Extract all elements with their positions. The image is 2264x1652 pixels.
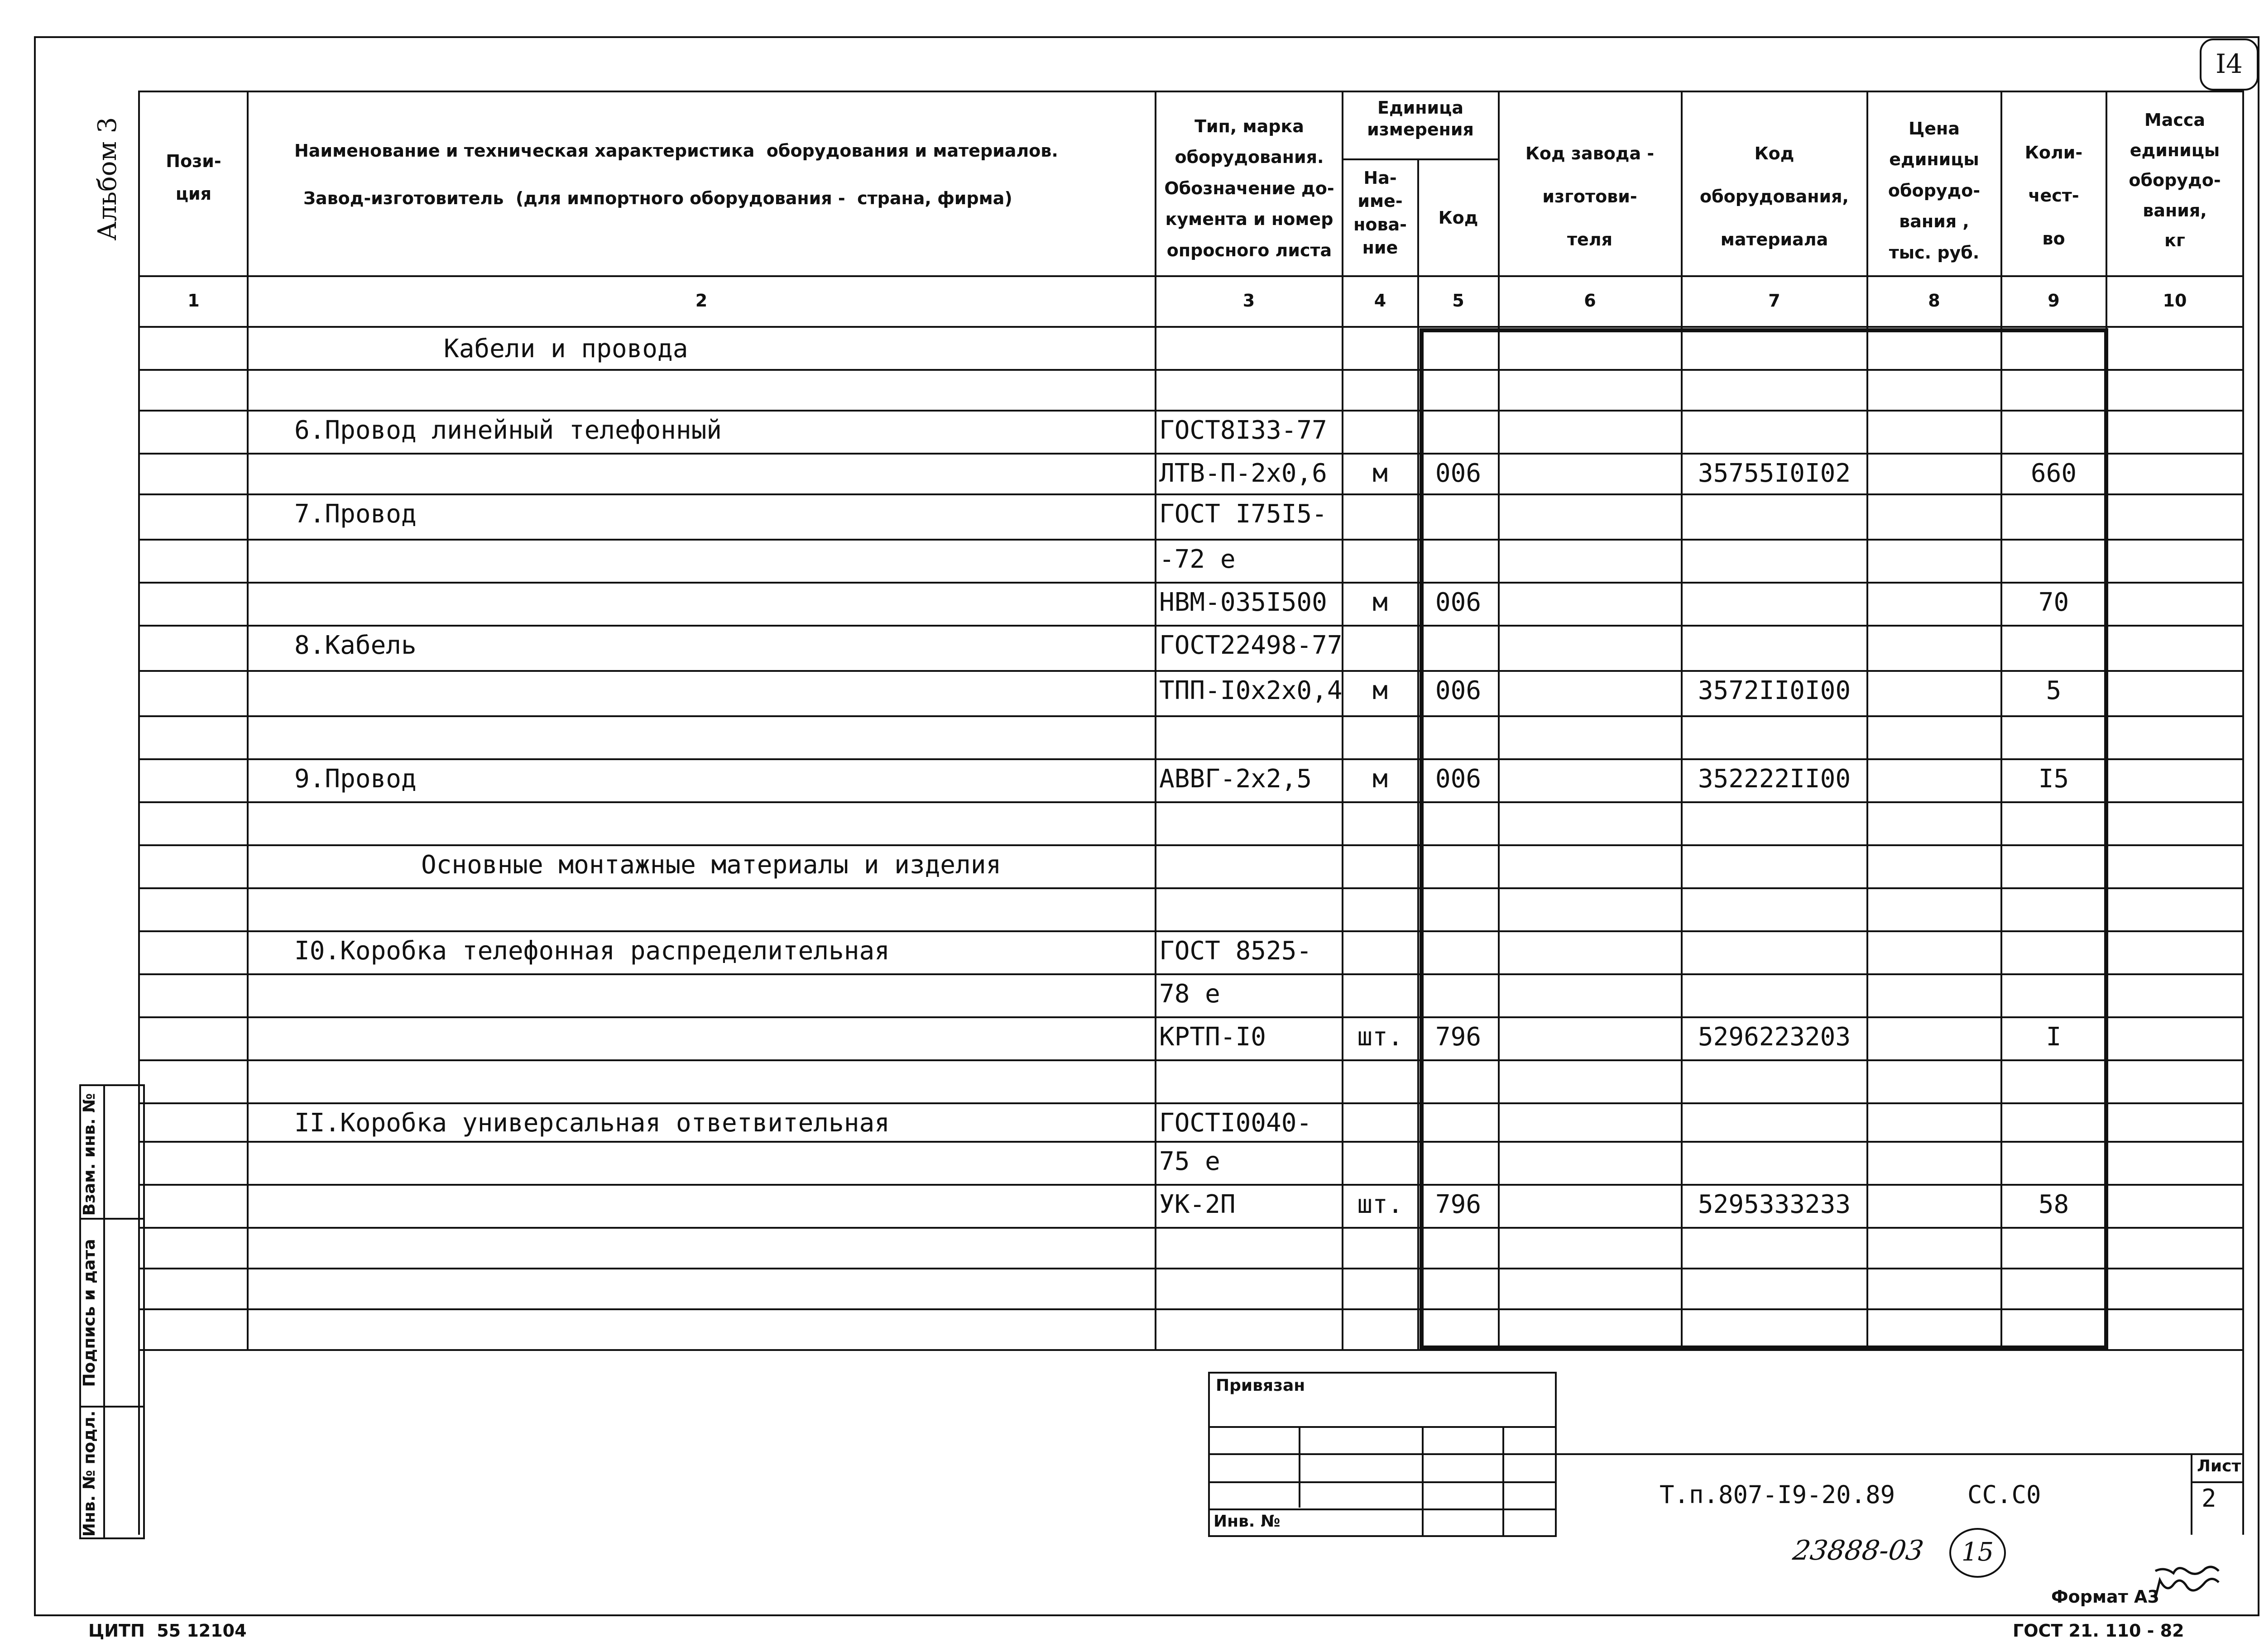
row-unit: м bbox=[1372, 676, 1388, 705]
row-material-code: 352222II00 bbox=[1698, 764, 1851, 794]
row-line bbox=[138, 670, 2244, 672]
privyazan-line-2 bbox=[1208, 1453, 1557, 1455]
row-line bbox=[138, 625, 2244, 627]
colnum-6: 6 bbox=[1584, 291, 1596, 311]
row-line bbox=[138, 801, 2244, 803]
header-position: Пози- ция bbox=[166, 151, 221, 204]
circled-number bbox=[1949, 1528, 2006, 1578]
colnum-7: 7 bbox=[1768, 291, 1780, 311]
row-type: КРТП-I0 bbox=[1159, 1022, 1266, 1052]
thick-frame-top bbox=[1420, 328, 2108, 332]
col-sep-6 bbox=[1681, 91, 1683, 1349]
row-line bbox=[138, 493, 2244, 495]
row-name: 9.Провод bbox=[294, 764, 417, 794]
row-name: Основные монтажные материалы и изделия bbox=[421, 850, 1002, 880]
privyazan-line-4 bbox=[1208, 1508, 1557, 1510]
row-quantity: 660 bbox=[2030, 459, 2077, 488]
row-name: II.Коробка универсальная ответвительная bbox=[294, 1108, 890, 1138]
row-line bbox=[138, 1141, 2244, 1143]
row-type: ГОСТ8I33-77 bbox=[1159, 416, 1327, 445]
col-sep-5 bbox=[1498, 91, 1500, 1349]
row-unit-code: 006 bbox=[1435, 588, 1482, 617]
privyazan-vline-1 bbox=[1299, 1426, 1300, 1508]
row-type: ТПП-I0х2х0,4 bbox=[1159, 676, 1343, 705]
title-block-list-line bbox=[2191, 1481, 2243, 1483]
side-stamp-podpis: Подпись и дата bbox=[80, 1239, 99, 1387]
row-line bbox=[138, 1016, 2244, 1018]
colnum-5: 5 bbox=[1452, 291, 1464, 311]
header-material-code: Код оборудования, материала bbox=[1700, 144, 1849, 249]
row-type: ГОСТ22498-77 bbox=[1159, 631, 1343, 660]
thick-frame-bottom bbox=[1420, 1346, 2108, 1350]
header-name-line1: Наименование и техническая характеристика оборудования и материалов. bbox=[294, 141, 1058, 161]
row-line bbox=[138, 930, 2244, 932]
row-type: УК-2П bbox=[1159, 1190, 1236, 1219]
row-line bbox=[138, 1102, 2244, 1104]
row-type: НВМ-035I500 bbox=[1159, 588, 1327, 617]
privyazan-line-3 bbox=[1208, 1481, 1557, 1483]
footer-right-standard: ГОСТ 21. 110 - 82 bbox=[2013, 1621, 2184, 1641]
side-stamp-vline bbox=[103, 1084, 105, 1539]
row-line bbox=[138, 1184, 2244, 1186]
privyazan-label: Привязан bbox=[1216, 1376, 1305, 1395]
colnum-4: 4 bbox=[1374, 291, 1386, 311]
row-material-code: 3572II0I00 bbox=[1698, 676, 1851, 705]
numbers-bottom bbox=[138, 326, 2244, 328]
privyazan-vline-3 bbox=[1502, 1426, 1504, 1537]
side-stamp-inv: Инв. № подл. bbox=[80, 1410, 99, 1537]
row-line bbox=[138, 453, 2244, 455]
row-unit-code: 006 bbox=[1435, 764, 1482, 794]
row-type: ГОСТI0040- bbox=[1159, 1108, 1312, 1138]
list-label: Лист bbox=[2197, 1457, 2241, 1475]
row-unit-code: 006 bbox=[1435, 676, 1482, 705]
row-unit-code: 006 bbox=[1435, 459, 1482, 488]
signature-mark bbox=[2146, 1553, 2237, 1616]
col-sep-8 bbox=[2000, 91, 2002, 1349]
row-line bbox=[138, 887, 2244, 889]
doc-code: Т.п.807-I9-20.89 bbox=[1660, 1480, 1895, 1509]
row-name: Кабели и провода bbox=[444, 334, 688, 364]
row-name: 8.Кабель bbox=[294, 631, 417, 660]
row-line bbox=[138, 973, 2244, 975]
row-material-code: 35755I0I02 bbox=[1698, 459, 1851, 488]
row-line bbox=[138, 369, 2244, 371]
side-stamp-vzam: Взам. инв. № bbox=[80, 1093, 99, 1216]
inv-no-label: Инв. № bbox=[1214, 1512, 1281, 1531]
col-sep-7 bbox=[1866, 91, 1868, 1349]
colnum-2: 2 bbox=[695, 291, 708, 311]
row-line bbox=[138, 715, 2244, 717]
header-mass: Масса единицы оборудо- вания, кг bbox=[2129, 110, 2221, 250]
row-line bbox=[138, 582, 2244, 584]
row-unit: м bbox=[1372, 459, 1388, 488]
row-type: ГОСТ 8525- bbox=[1159, 936, 1312, 966]
row-line bbox=[138, 1059, 2244, 1061]
row-material-code: 5295333233 bbox=[1698, 1190, 1851, 1219]
colnum-8: 8 bbox=[1928, 291, 1940, 311]
row-name: I0.Коробка телефонная распределительная bbox=[294, 936, 890, 966]
colnum-10: 10 bbox=[2163, 291, 2187, 311]
colnum-9: 9 bbox=[2048, 291, 2060, 311]
row-line bbox=[138, 539, 2244, 541]
row-type: АВВГ-2х2,5 bbox=[1159, 764, 1312, 794]
sheet-frame bbox=[34, 36, 2259, 1616]
row-quantity: I5 bbox=[2038, 764, 2069, 794]
row-unit-code: 796 bbox=[1435, 1022, 1482, 1052]
sheet-badge bbox=[2200, 38, 2259, 91]
col-sep-3 bbox=[1342, 91, 1343, 1349]
circled-number-text: 15 bbox=[1961, 1537, 1994, 1567]
privyazan-vline-2 bbox=[1422, 1426, 1424, 1537]
table-top bbox=[138, 91, 2244, 92]
row-quantity: I bbox=[2046, 1022, 2062, 1052]
row-unit: шт. bbox=[1357, 1190, 1403, 1219]
row-type: -72 е bbox=[1159, 545, 1236, 574]
row-line bbox=[138, 844, 2244, 846]
row-type: 78 е bbox=[1159, 979, 1220, 1009]
header-factory-code: Код завода - изготови- теля bbox=[1525, 144, 1655, 249]
footer-left-code: ЦИТП 55 12104 bbox=[88, 1621, 247, 1641]
row-type: 75 е bbox=[1159, 1147, 1220, 1176]
row-quantity: 58 bbox=[2038, 1190, 2069, 1219]
header-unit-name: На- име- нова- ние bbox=[1353, 168, 1407, 258]
format-label: Формат А3 bbox=[2051, 1587, 2159, 1607]
row-type: ЛТВ-П-2х0,6 bbox=[1159, 459, 1327, 488]
handwritten-number: 23888-03 bbox=[1791, 1535, 1926, 1566]
row-name: 7.Провод bbox=[294, 499, 417, 529]
header-unit-group: Единица измерения bbox=[1367, 98, 1474, 139]
row-line bbox=[138, 1268, 2244, 1269]
row-material-code: 5296223203 bbox=[1698, 1022, 1851, 1052]
list-number: 2 bbox=[2202, 1484, 2216, 1513]
row-unit: шт. bbox=[1357, 1022, 1403, 1052]
col-sep-4 bbox=[1417, 158, 1419, 1349]
row-type: ГОСТ I75I5- bbox=[1159, 499, 1327, 529]
row-line bbox=[138, 1308, 2244, 1310]
row-unit: м bbox=[1372, 764, 1388, 794]
header-unit-code: Код bbox=[1438, 208, 1478, 228]
header-price: Цена единицы оборудо- вания , тыс. руб. bbox=[1888, 119, 1981, 263]
row-quantity: 70 bbox=[2038, 588, 2069, 617]
row-name: 6.Провод линейный телефонный bbox=[294, 416, 722, 445]
album-label: Альбом 3 bbox=[93, 117, 122, 241]
row-line bbox=[138, 410, 2244, 412]
colnum-3: 3 bbox=[1242, 291, 1255, 311]
sheet-badge-text: I4 bbox=[2216, 48, 2243, 79]
header-quantity: Коли- чест- во bbox=[2024, 143, 2083, 249]
title-block-top bbox=[1557, 1453, 2243, 1455]
unit-group-divider bbox=[1342, 158, 1498, 160]
row-quantity: 5 bbox=[2046, 676, 2062, 705]
row-line bbox=[138, 1227, 2244, 1229]
row-unit-code: 796 bbox=[1435, 1190, 1482, 1219]
col-sep-1 bbox=[247, 91, 249, 1349]
title-block-list-sep bbox=[2191, 1453, 2192, 1535]
col-sep-2 bbox=[1155, 91, 1156, 1349]
header-name-line2: Завод-изготовитель (для импортного оборудования - страна, фирма) bbox=[303, 188, 1012, 208]
header-bottom bbox=[138, 275, 2244, 277]
doc-mark: СС.С0 bbox=[1967, 1480, 2041, 1509]
colnum-1: 1 bbox=[187, 291, 200, 311]
privyazan-line-1 bbox=[1208, 1426, 1557, 1428]
row-line bbox=[138, 758, 2244, 760]
row-unit: м bbox=[1372, 588, 1388, 617]
header-type: Тип, марка оборудования. Обозначение до- кумента и номер опросного листа bbox=[1164, 116, 1334, 260]
